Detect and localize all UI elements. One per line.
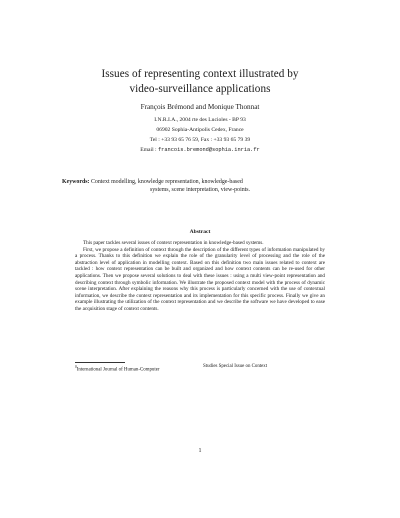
footnote-rule [75, 362, 125, 363]
affiliation-phone: Tel : +33 93 65 76 59, Fax : +33 93 65 79 39 [149, 137, 251, 143]
keywords [62, 178, 338, 194]
page-number: 1 [198, 448, 202, 454]
footnote [75, 364, 325, 374]
footnote-text-right: Studies Special Issue on Context [203, 364, 268, 369]
keywords-label: Keywords: [62, 179, 90, 185]
title-line-2: video-surveillance applications [129, 83, 271, 95]
keywords-text-2: systems, scene interpretation, view-points. [149, 187, 251, 194]
abstract-heading: Abstract [189, 229, 211, 235]
keywords-text-1: Context modelling, knowledge representation, knowledge-based [89, 179, 243, 185]
title-line-1: Issues of representing context illustrated by [101, 68, 299, 80]
abstract-paragraph-1: This paper tackles several issues of context representation in knowledge-based systems. [83, 240, 264, 246]
email-label: Email : [140, 147, 158, 153]
footnote-text-left: International Journal of Human-Computer [76, 367, 160, 373]
abstract-body [75, 240, 325, 313]
email-address: francois.bremond@sophia.inria.fr [158, 147, 260, 153]
authors: François Brémond and Monique Thonnat [140, 103, 260, 111]
footnote-mark: 0 [75, 365, 77, 369]
affiliation-line-2: 06902 Sophia-Antipolis Cedex, France [156, 127, 244, 133]
paper-title [40, 67, 360, 97]
abstract-paragraph-2: First, we propose a definition of context through the description of the different types of information manipulated by a process. Thanks to this definition we explain the role of the granularity level of processing and the role of the abstraction level of application in modelling context. Based on this definition two main issues related to context are tackled : how context representation can be built and organized and how context contents can be re-used for other applications. Then we propose several solutions to deal with these issues : using a multi view-point representation and describing context through symbolic information. We illustrate the proposed context model with the process of dynamic scene interpretation. After explaining the reasons why this process is particularly concerned with the use of contextual information, we describe the context representation and its implementation for this specific process. Finally we give an example illustrating the utilization of the context representation and we describe the software we have developed to ease the acquisition stage of context contents. [75, 246, 325, 312]
affiliation-email-line [40, 145, 360, 155]
affiliation [40, 115, 360, 155]
affiliation-line-1: I.N.R.I.A., 2004 rte des Lucioles - BP 93 [154, 117, 246, 123]
